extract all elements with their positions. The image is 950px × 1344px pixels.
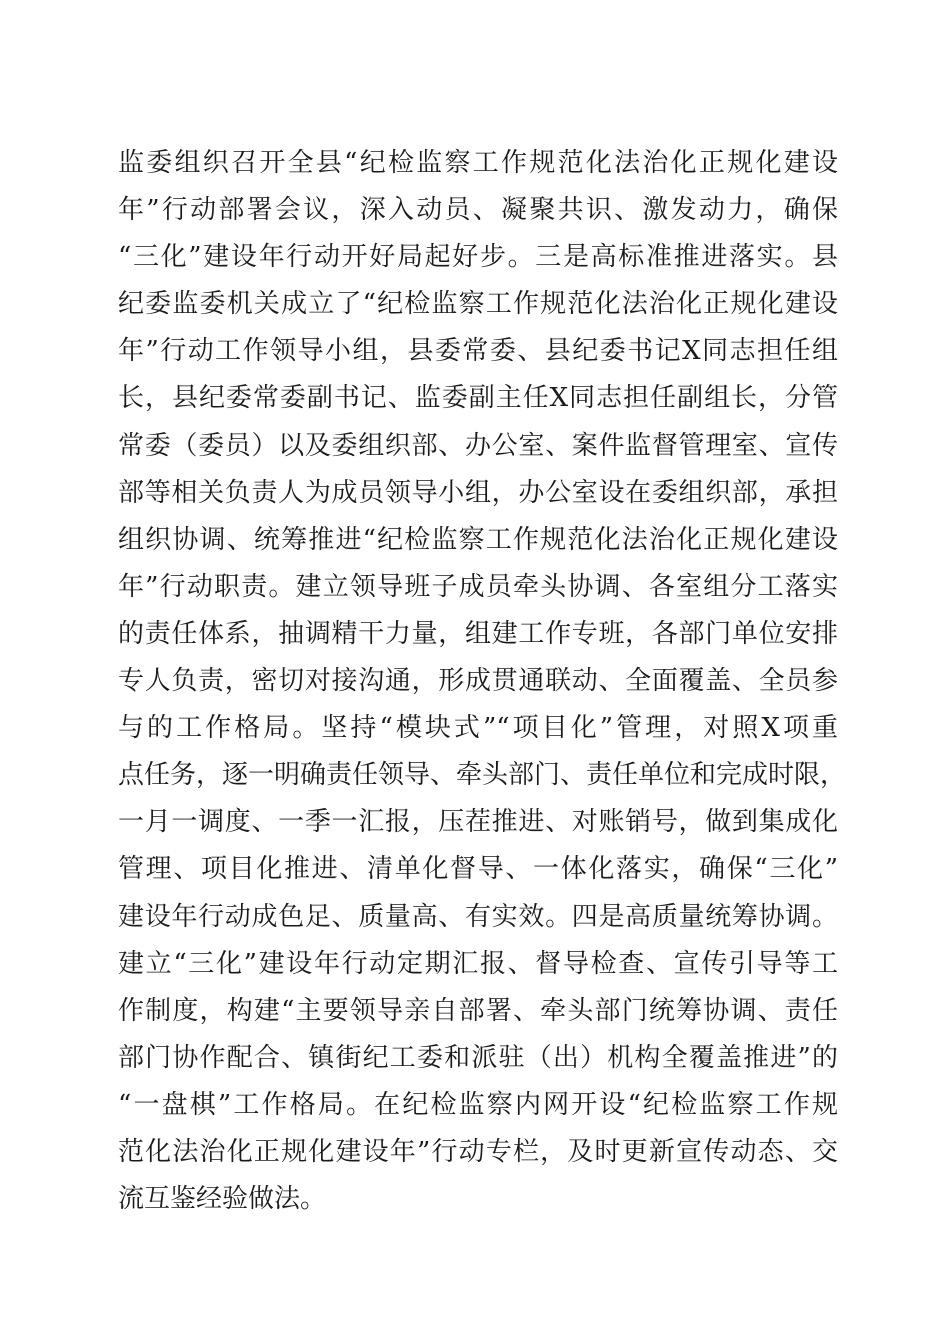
text-line: 专人负责，密切对接沟通，形成贯通联动、全面覆盖、全员参	[118, 666, 838, 697]
text-line: 流互鉴经验做法。	[118, 1184, 327, 1215]
text-line: 点任务，逐一明确责任领导、牵头部门、责任单位和完成时限，	[118, 760, 847, 791]
text-line: 常委（委员）以及委组织部、办公室、案件监督管理室、宣传	[118, 430, 838, 461]
text-line: 部门协作配合、镇街纪工委和派驻（出）机构全覆盖推进”的	[118, 1042, 838, 1073]
text-line: 年”行动部署会议，深入动员、凝聚共识、激发动力，确保	[118, 195, 838, 226]
text-line: “一盘棋”工作格局。在纪检监察内网开设“纪检监察工作规	[118, 1089, 838, 1120]
text-line: 年”行动职责。建立领导班子成员牵头协调、各室组分工落实	[118, 571, 838, 602]
text-line: 监委组织召开全县“纪检监察工作规范化法治化正规化建设	[118, 148, 838, 178]
text-line: 建立“三化”建设年行动定期汇报、督导检查、宣传引导等工	[118, 948, 838, 979]
text-line: 部等相关负责人为成员领导小组，办公室设在委组织部，承担	[118, 477, 838, 508]
text-line: 作制度，构建“主要领导亲自部署、牵头部门统筹协调、责任	[118, 995, 838, 1026]
text-line: 范化法治化正规化建设年”行动专栏，及时更新宣传动态、交	[118, 1136, 838, 1167]
text-line: 与的工作格局。坚持“模块式”“项目化”管理，对照X项重	[118, 713, 838, 744]
text-line: 建设年行动成色足、质量高、有实效。四是高质量统筹协调。	[118, 901, 838, 932]
text-line: 管理、项目化推进、清单化督导、一体化落实，确保“三化”	[118, 854, 838, 885]
text-line: 年”行动工作领导小组，县委常委、县纪委书记X同志担任组	[118, 336, 838, 367]
text-line: 的责任体系，抽调精干力量，组建工作专班，各部门单位安排	[118, 618, 838, 649]
body-paragraph	[118, 140, 847, 1223]
text-line: 纪委监委机关成立了“纪检监察工作规范化法治化正规化建设	[118, 289, 838, 320]
text-line: 长，县纪委常委副书记、监委副主任X同志担任副组长，分管	[118, 383, 838, 414]
text-line: 一月一调度、一季一汇报，压茬推进、对账销号，做到集成化	[118, 807, 838, 838]
text-line: “三化”建设年行动开好局起好步。三是高标准推进落实。县	[118, 242, 838, 273]
text-line: 组织协调、统筹推进“纪检监察工作规范化法治化正规化建设	[118, 524, 838, 555]
